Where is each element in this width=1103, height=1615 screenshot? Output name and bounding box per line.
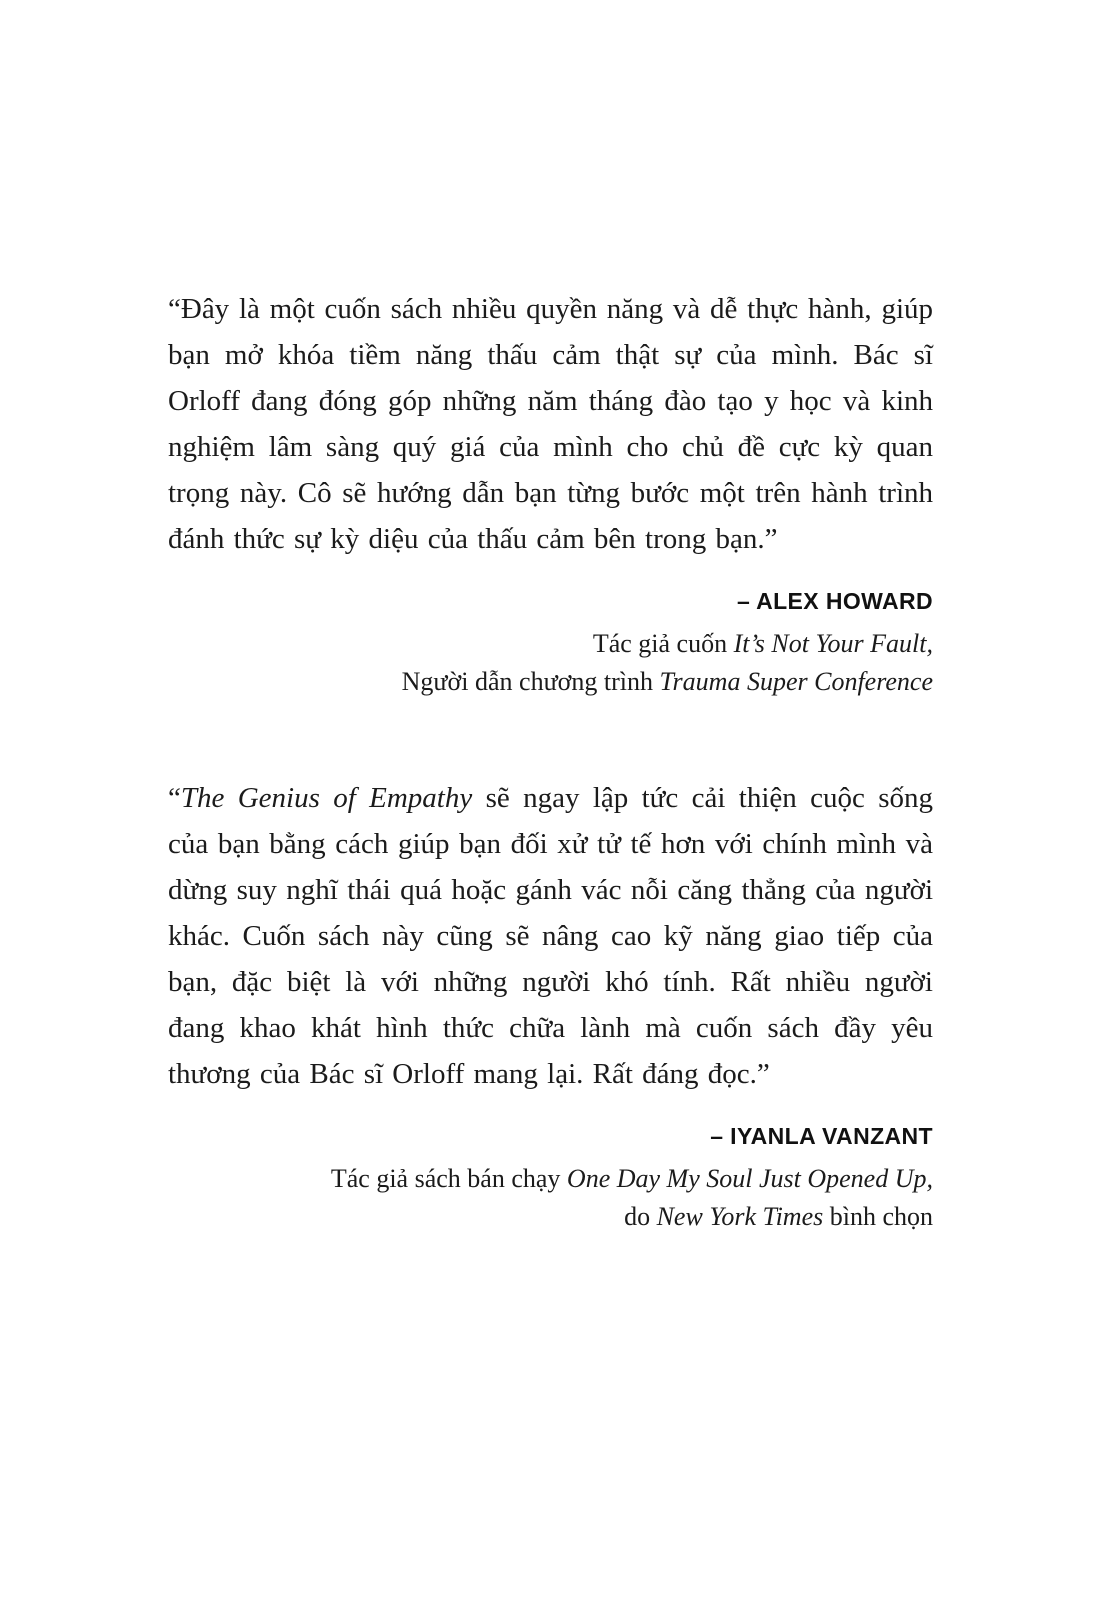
credit-publication-name: New York Times [656, 1202, 824, 1231]
credit-text: Người dẫn chương trình [401, 667, 660, 696]
quote-2-credit-line-2 [168, 1198, 933, 1236]
endorsement-quote-1 [168, 286, 933, 701]
quote-1-body-text: “Đây là một cuốn sách nhiều quyền năng và dễ thực hành, giúp bạn mở khóa tiềm năng thấu cảm thật sự của mình. Bác sĩ Orloff đang đóng góp những năm tháng đào tạo y học và kinh nghiệm lâm sàng quý giá của mình cho chủ đề cực kỳ quan trọng này. Cô sẽ hướng dẫn bạn từng bước một trên hành trình đánh thức sự kỳ diệu của thấu cảm bên trong bạn.” [168, 293, 933, 555]
page-content [168, 286, 933, 1236]
quote-2-credit-line-1 [168, 1160, 933, 1198]
credit-book-title: It’s Not Your Fault, [733, 629, 933, 658]
quote-1-attribution: – ALEX HOWARD [736, 588, 933, 614]
quote-2-body [168, 775, 933, 1097]
endorsement-quote-2 [168, 775, 933, 1236]
credit-text: bình chọn [823, 1202, 933, 1231]
quote-1-credit-line-1 [168, 625, 933, 663]
quote-1-credit-line-2 [168, 663, 933, 701]
credit-text: Tác giả cuốn [592, 629, 734, 658]
quote-2-book-title: The Genius of Empathy [180, 782, 473, 814]
quote-1-body [168, 286, 933, 562]
quote-2-body-text: sẽ ngay lập tức cải thiện cuộc sống của bạn bằng cách giúp bạn đối xử tử tế hơn với chính mình và dừng suy nghĩ thái quá hoặc gánh vác nỗi căng thẳng của người khác. Cuốn sách này cũng sẽ nâng cao kỹ năng giao tiếp của bạn, đặc biệt là với những người khó tính. Rất nhiều người đang khao khát hình thức chữa lành mà cuốn sách đầy yêu thương của Bác sĩ Orloff mang lại. Rất đáng đọc.” [168, 782, 933, 1090]
credit-text: do [624, 1202, 657, 1231]
quote-2-open-quote: “ [168, 782, 181, 814]
credit-show-title: Trauma Super Conference [659, 667, 933, 696]
quote-2-attribution: – IYANLA VANZANT [710, 1123, 933, 1149]
credit-text: Tác giả sách bán chạy [330, 1164, 567, 1193]
credit-book-title: One Day My Soul Just Opened Up, [566, 1164, 933, 1193]
